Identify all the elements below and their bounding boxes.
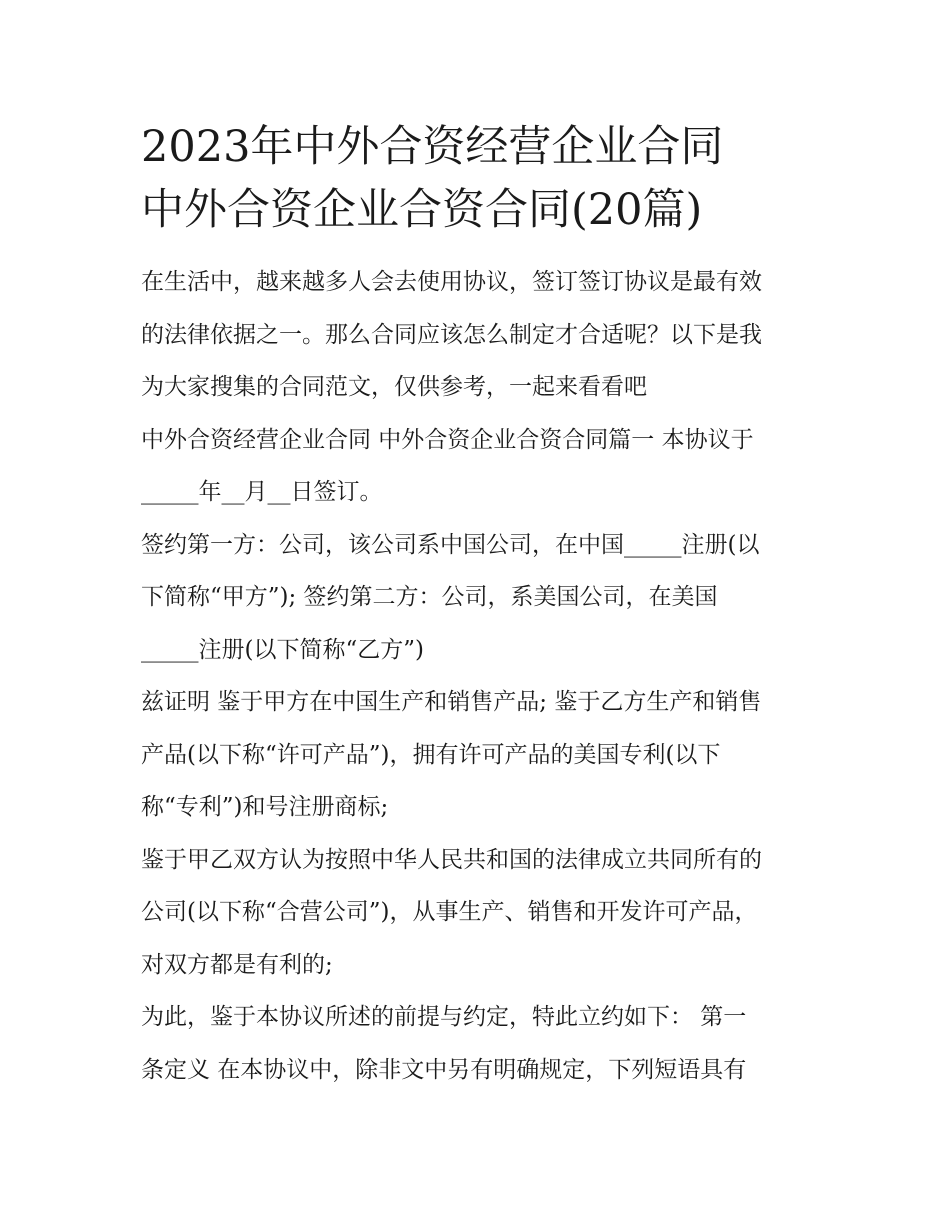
text-line: 称“专利”)和号注册商标;	[141, 794, 389, 820]
agreement-date-paragraph	[141, 414, 816, 519]
text-line: 为此，鉴于本协议所述的前提与约定，特此立约如下： 第一	[141, 1004, 747, 1030]
parties-paragraph	[141, 519, 816, 677]
text-line: 鉴于甲乙双方认为按照中华人民共和国的法律成立共同所有的	[141, 846, 762, 873]
text-line: 的法律依据之一。那么合同应该怎么制定才合适呢？以下是我	[141, 321, 762, 348]
text-line: 中外合资经营企业合同 中外合资企业合资合同篇一 本协议于	[141, 426, 754, 453]
title-line: 2023年中外合资经营企业合同	[141, 122, 724, 172]
text-line: 对双方都是有利的;	[141, 951, 333, 978]
text-line: 公司(以下称“合营公司”)，从事生产、销售和开发许可产品，	[141, 899, 758, 925]
definitions-paragraph	[141, 991, 816, 1096]
text-line: 产品(以下称“许可产品”)，拥有许可产品的美国专利(以下	[141, 741, 721, 768]
intro-paragraph	[141, 256, 816, 414]
joint-venture-paragraph	[141, 834, 816, 992]
title-line: 中外合资企业合资合同(20篇)	[141, 185, 703, 235]
text-line: 条定义 在本协议中，除非文中另有明确规定，下列短语具有	[141, 1056, 747, 1083]
witness-paragraph	[141, 676, 816, 834]
text-line: 下简称“甲方”); 签约第二方：公司，系美国公司，在美国	[141, 584, 718, 610]
document-page	[141, 116, 816, 1096]
text-line: 兹证明 鉴于甲方在中国生产和销售产品; 鉴于乙方生产和销售	[141, 689, 762, 715]
text-line: 签约第一方：公司，该公司系中国公司，在中国_____注册(以	[141, 531, 760, 558]
text-line: 为大家搜集的合同范文，仅供参考，一起来看看吧	[141, 374, 647, 400]
text-line: 在生活中，越来越多人会去使用协议，签订签订协议是最有效	[141, 269, 762, 295]
document-body	[141, 256, 816, 1096]
text-line: _____注册(以下简称“乙方”)	[141, 636, 424, 663]
text-line: _____年__月__日签订。	[141, 479, 383, 505]
document-title	[141, 116, 816, 242]
